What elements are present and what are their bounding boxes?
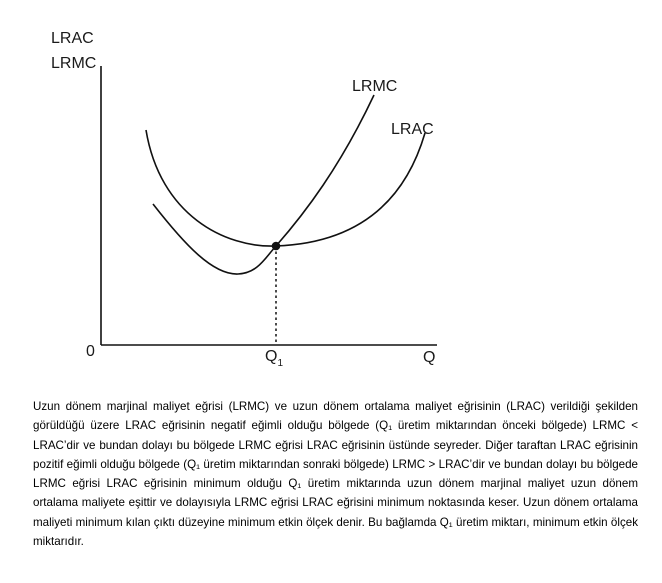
x-axis-label: Q [423,349,436,366]
q1-label [265,348,283,369]
lrmc-curve [153,95,374,274]
y-axis-label-lrac: LRAC [51,30,94,47]
explanation-paragraph: Uzun dönem marjinal maliyet eğrisi (LRMC) ve uzun dönem ortalama maliyet eğrisinin (LRAC) verildiği şekilden görüldüğü üzere LRAC eğrisinin negatif eğimli olduğu bölgede (Q₁ üretim miktarından önceki bölgede) LRMC < LRAC’dir ve bundan dolayı bu bölgede LRMC eğrisi LRAC eğrisinin üstünde seyreder. Diğer taraftan LRAC eğrisinin pozitif eğimli olduğu bölgede (Q₁ üretim miktarından sonraki bölgede) LRMC > LRAC’dir ve bundan dolayı bu bölgede LRMC eğrisi LRAC eğrisinin minimum olduğu Q₁ üretim miktarında uzun dönem marjinal maliyet uzun dönem ortalama maliyete eşittir ve dolayısıyla LRMC eğrisi LRAC eğrisini minimum noktasında keser. Uzun dönem ortalama maliyeti minimum kılan çıktı düzeyine minimum etkin ölçek denir. Bu bağlamda Q₁ üretim miktarı, minimum etkin ölçek miktarıdır. [33,400,638,549]
curve-label-lrmc: LRMC [352,78,398,95]
lrac-curve [146,130,425,246]
curve-label-lrac: LRAC [391,121,434,138]
origin-label: 0 [86,343,95,360]
q1-label-subscript: 1 [277,358,284,369]
intersection-point [272,242,281,251]
q1-label-q: Q [265,348,278,365]
y-axis-label-lrmc: LRMC [51,55,97,72]
